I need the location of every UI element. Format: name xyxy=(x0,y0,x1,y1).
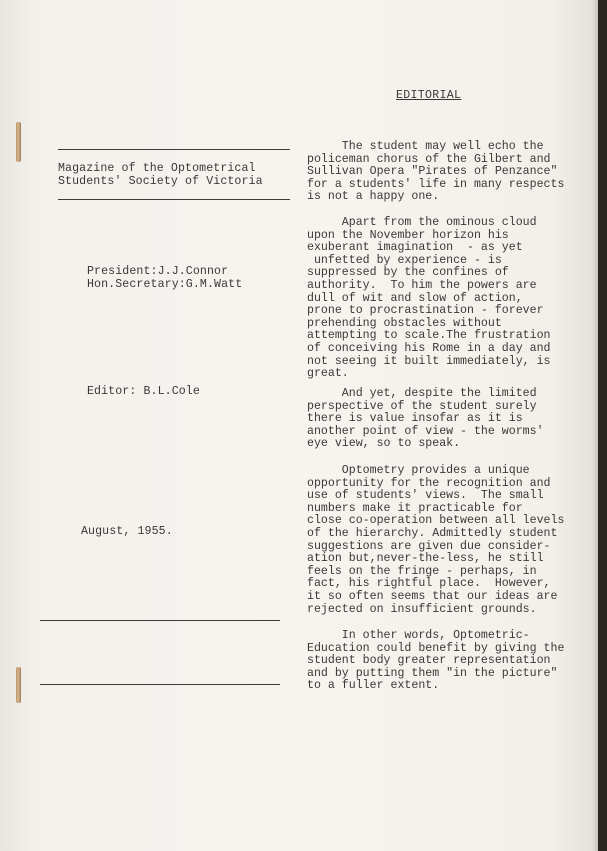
editorial-paragraph-5 xyxy=(307,630,579,693)
text-line: exuberant imagination - as yet xyxy=(307,241,523,255)
text-line: suppressed by the confines of xyxy=(307,266,509,280)
editorial-paragraph-2 xyxy=(307,217,579,381)
text-line: Education could benefit by giving the xyxy=(307,641,565,655)
text-line: Optometry provides a unique xyxy=(307,464,530,477)
text-line: The student may well echo the xyxy=(307,140,544,153)
divider-rule xyxy=(40,684,280,685)
divider-rule xyxy=(40,620,280,621)
text-line: prehending obstacles without xyxy=(307,316,502,330)
text-line: authority. To him the powers are xyxy=(307,278,537,292)
text-line: and by putting them "in the picture" xyxy=(307,666,558,680)
text-line: opportunity for the recognition and xyxy=(307,476,551,490)
text-line: And yet, despite the limited xyxy=(307,387,537,400)
masthead-line-1: Magazine of the Optometrical xyxy=(58,162,256,175)
masthead-line-2: Students' Society of Victoria xyxy=(58,175,263,188)
text-line: there is value insofar as it is xyxy=(307,412,523,426)
text-line: of the hierarchy. Admittedly student xyxy=(307,526,558,540)
text-line: another point of view - the worms' xyxy=(307,424,544,438)
text-line: rejected on insufficient grounds. xyxy=(307,602,537,616)
text-line: attempting to scale.The frustration xyxy=(307,329,551,343)
text-line: upon the November horizon his xyxy=(307,228,509,242)
staple-top xyxy=(16,122,21,162)
text-line: is not a happy one. xyxy=(307,190,440,204)
text-line: student body greater representation xyxy=(307,654,551,668)
editorial-heading: EDITORIAL xyxy=(396,89,462,102)
editorial-paragraph-1 xyxy=(307,141,579,204)
text-line: numbers make it practicable for xyxy=(307,501,523,515)
text-line: Apart from the ominous cloud xyxy=(307,216,537,229)
staple-bottom xyxy=(16,667,21,703)
text-line: eye view, so to speak. xyxy=(307,437,461,451)
divider-rule xyxy=(58,199,290,200)
text-line: policeman chorus of the Gilbert and xyxy=(307,152,551,166)
text-line: use of students' views. The small xyxy=(307,489,544,503)
secretary-line: Hon.Secretary:G.M.Watt xyxy=(87,278,243,291)
text-line: Sullivan Opera "Pirates of Penzance" xyxy=(307,165,558,179)
text-line: it so often seems that our ideas are xyxy=(307,589,558,603)
text-line: for a students' life in many respects xyxy=(307,177,565,191)
president-line: President:J.J.Connor xyxy=(87,265,229,278)
text-line: close co-operation between all levels xyxy=(307,514,565,528)
text-line: to a fuller extent. xyxy=(307,679,440,693)
text-line: dull of wit and slow of action, xyxy=(307,291,523,305)
text-line: of conceiving his Rome in a day and xyxy=(307,341,551,355)
text-line: unfetted by experience - is xyxy=(307,253,502,267)
text-line: ation but,never-the-less, he still xyxy=(307,552,544,566)
editor-line: Editor: B.L.Cole xyxy=(87,385,200,398)
text-line: not seeing it built immediately, is xyxy=(307,354,551,368)
text-line: great. xyxy=(307,367,349,381)
editorial-paragraph-4 xyxy=(307,465,579,616)
text-line: suggestions are given due consider- xyxy=(307,539,551,553)
issue-date: August, 1955. xyxy=(81,525,173,538)
text-line: fact, his rightful place. However, xyxy=(307,577,551,591)
divider-rule xyxy=(58,149,290,150)
text-line: prone to procrastination - forever xyxy=(307,304,544,318)
text-line: perspective of the student surely xyxy=(307,399,537,413)
editorial-paragraph-3 xyxy=(307,388,579,451)
page-edge-shadow xyxy=(592,0,598,851)
text-line: In other words, Optometric- xyxy=(307,629,530,642)
text-line: feels on the fringe - perhaps, in xyxy=(307,564,537,578)
